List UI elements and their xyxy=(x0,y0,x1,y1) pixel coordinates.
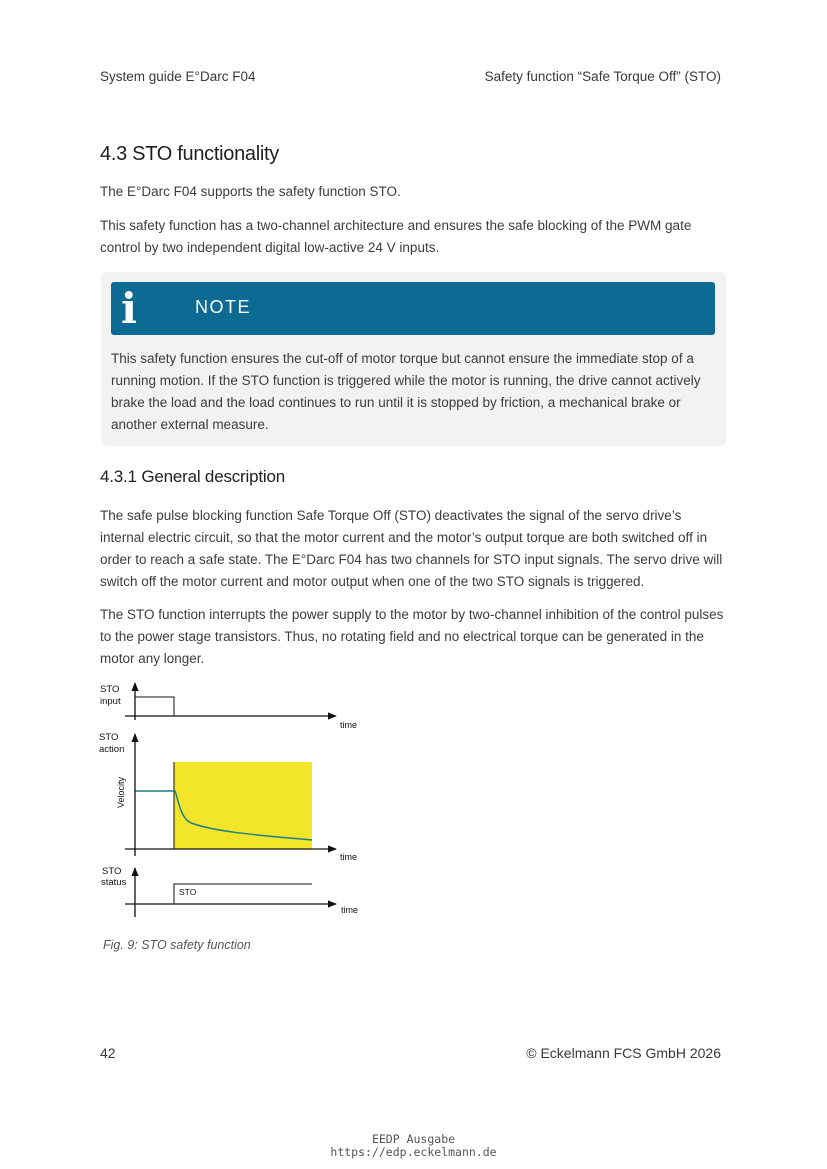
sto-action-label-2: action xyxy=(99,744,125,755)
section-paragraph-1: The E°Darc F04 supports the safety function STO. xyxy=(100,184,401,199)
time-label-2: time xyxy=(340,852,358,862)
note-box xyxy=(101,272,726,446)
note-title: NOTE xyxy=(195,297,252,317)
section-title: 4.3 STO functionality xyxy=(100,143,279,165)
footer-line-1: EEDP Ausgabe xyxy=(371,1132,456,1146)
subsection-paragraph-1: The safe pulse blocking function Safe Torque Off (STO) deactivates the signal of the servo drive’s internal electric circuit, so that the motor current and the motor’s output torque are both switched off in order to reach a safe state. The E°Darc F04 has two channels for STO input signals. The servo drive will switch off the motor current and motor output when one of the two STO signals is triggered. xyxy=(100,508,723,589)
time-label-3: time xyxy=(341,905,359,915)
running-header-left: System guide E°Darc F04 xyxy=(100,69,256,84)
sto-timing-diagram xyxy=(96,678,366,928)
sto-status-box-label: STO xyxy=(179,887,197,897)
copyright: © Eckelmann FCS GmbH 2026 xyxy=(526,1045,721,1061)
figure-caption: Fig. 9: STO safety function xyxy=(103,938,251,952)
running-header-right: Safety function “Safe Torque Off” (STO) xyxy=(484,69,721,84)
subsection-title: 4.3.1 General description xyxy=(100,467,285,486)
info-icon: i xyxy=(121,284,137,333)
footer-line-2: https://edp.eckelmann.de xyxy=(330,1145,497,1159)
time-label-1: time xyxy=(340,720,358,730)
sto-status-label-2: status xyxy=(101,877,127,888)
sto-active-region xyxy=(174,762,312,849)
velocity-label: Velocity xyxy=(116,776,126,808)
note-header-bar xyxy=(111,282,715,335)
sto-input-label-2: input xyxy=(100,696,121,707)
section-paragraph-2: This safety function has a two-channel architecture and ensures the safe blocking of the PWM gate control by two independent digital low-active 24 V inputs. xyxy=(100,218,692,255)
sto-input-signal xyxy=(135,697,174,716)
sto-action-label-1: STO xyxy=(99,732,119,743)
print-footer xyxy=(0,1133,827,1159)
page-number: 42 xyxy=(100,1045,116,1061)
subsection-paragraph-2: The STO function interrupts the power supply to the motor by two-channel inhibition of the control pulses to the power stage transistors. Thus, no rotating field and no electrical torque can be generated in the motor any longer. xyxy=(100,607,724,666)
sto-input-label-1: STO xyxy=(100,684,120,695)
sto-status-label-1: STO xyxy=(102,866,122,877)
note-text: This safety function ensures the cut-off of motor torque but cannot ensure the immediate stop of a running motion. If the STO function is triggered while the motor is running, the drive cannot actively brake the load and the load continues to run until it is stopped by friction, a mechanical brake or another external measure. xyxy=(111,351,701,432)
